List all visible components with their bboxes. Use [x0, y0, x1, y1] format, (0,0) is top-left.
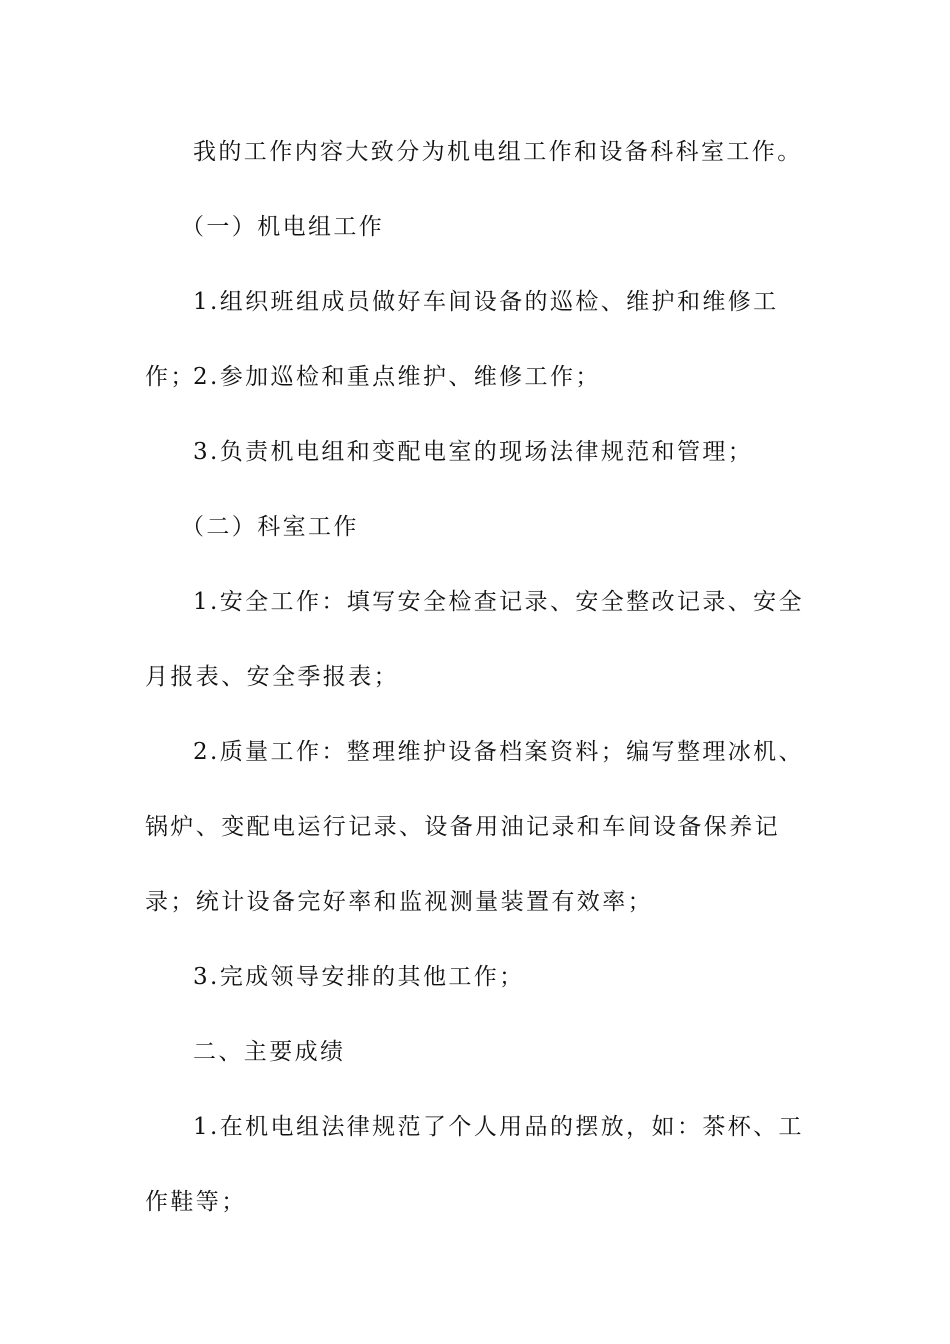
list-item: 1.组织班组成员做好车间设备的巡检、维护和维修工作；	[145, 289, 779, 390]
section-heading-electromechanical: （一）机电组工作	[181, 214, 385, 240]
list-item: 3.完成领导安排的其他工作；	[193, 964, 525, 990]
section-heading-office: （二）科室工作	[181, 514, 359, 540]
list-item: 1.安全工作：填写安全检查记录、安全整改记录、安全月报表、安全季报表；	[145, 589, 804, 690]
list-item: 2.参加巡检和重点维护、维修工作；	[193, 364, 601, 390]
list-item: 1.在机电组法律规范了个人用品的摆放，如：茶杯、工作鞋等；	[145, 1114, 804, 1215]
list-item: 3.负责机电组和变配电室的现场法律规范和管理；	[193, 439, 754, 465]
section-heading-achievements: 二、主要成绩	[193, 1039, 346, 1065]
list-item: 2.质量工作：整理维护设备档案资料；编写整理冰机、锅炉、变配电运行记录、设备用油记录和车间设备保养记录；统计设备完好率和监视测量装置有效率；	[145, 739, 804, 915]
paragraph-intro: 我的工作内容大致分为机电组工作和设备科科室工作。	[193, 139, 803, 165]
